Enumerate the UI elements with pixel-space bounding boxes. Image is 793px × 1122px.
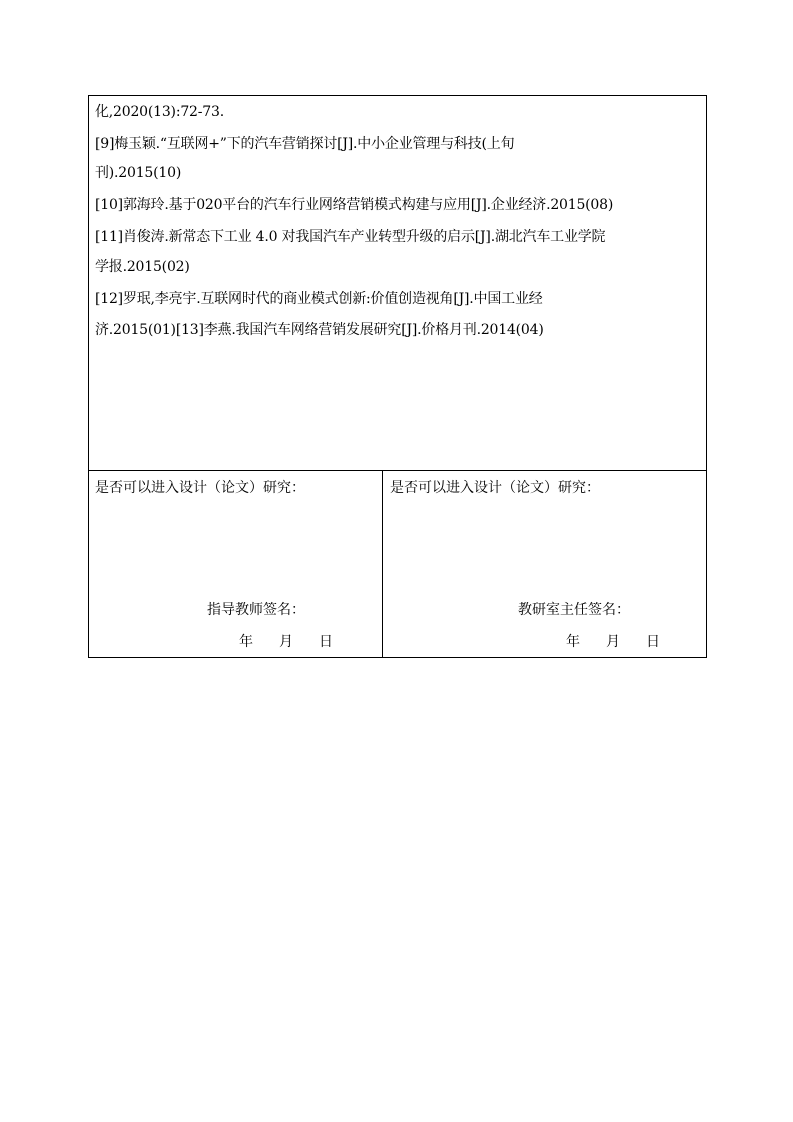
reference-line: 济.2015(01)[13]李燕.我国汽车网络营销发展研究[J].价格月刊.2014(04) — [95, 322, 544, 338]
reference-line: [11]肖俊涛.新常态下工业 4.0 对我国汽车产业转型升级的启示[J].湖北汽车工业学院 — [95, 229, 606, 245]
approval-form-table — [88, 95, 707, 658]
day-label: 日 — [646, 634, 660, 650]
reference-line: 刊).2015(10) — [95, 165, 182, 181]
advisor-question: 是否可以进入设计（论文）研究： — [95, 480, 305, 496]
director-signature-label: 教研室主任签名： — [518, 602, 630, 618]
day-label: 日 — [319, 634, 333, 650]
director-opinion-cell — [383, 471, 706, 657]
director-date — [566, 633, 660, 651]
reference-line: 学报.2015(02) — [95, 259, 190, 275]
reference-line: 化,2020(13):72-73. — [95, 104, 224, 120]
reference-line: [12]罗珉,李亮宇.互联网时代的商业模式创新:价值创造视角[J].中国工业经 — [95, 291, 543, 307]
references-cell — [89, 96, 706, 471]
advisor-opinion-cell — [89, 471, 383, 657]
month-label: 月 — [279, 634, 293, 650]
reference-line: [9]梅玉颖.“互联网+”下的汽车营销探讨[J].中小企业管理与科技(上旬 — [95, 136, 515, 152]
month-label: 月 — [606, 634, 620, 650]
director-question: 是否可以进入设计（论文）研究： — [390, 480, 600, 496]
year-label: 年 — [239, 634, 253, 650]
reference-line: [10]郭海玲.基于020平台的汽车行业网络营销模式构建与应用[J].企业经济.2015(08) — [95, 197, 614, 213]
advisor-signature-label: 指导教师签名： — [207, 602, 305, 618]
year-label: 年 — [566, 634, 580, 650]
advisor-date — [239, 633, 333, 651]
